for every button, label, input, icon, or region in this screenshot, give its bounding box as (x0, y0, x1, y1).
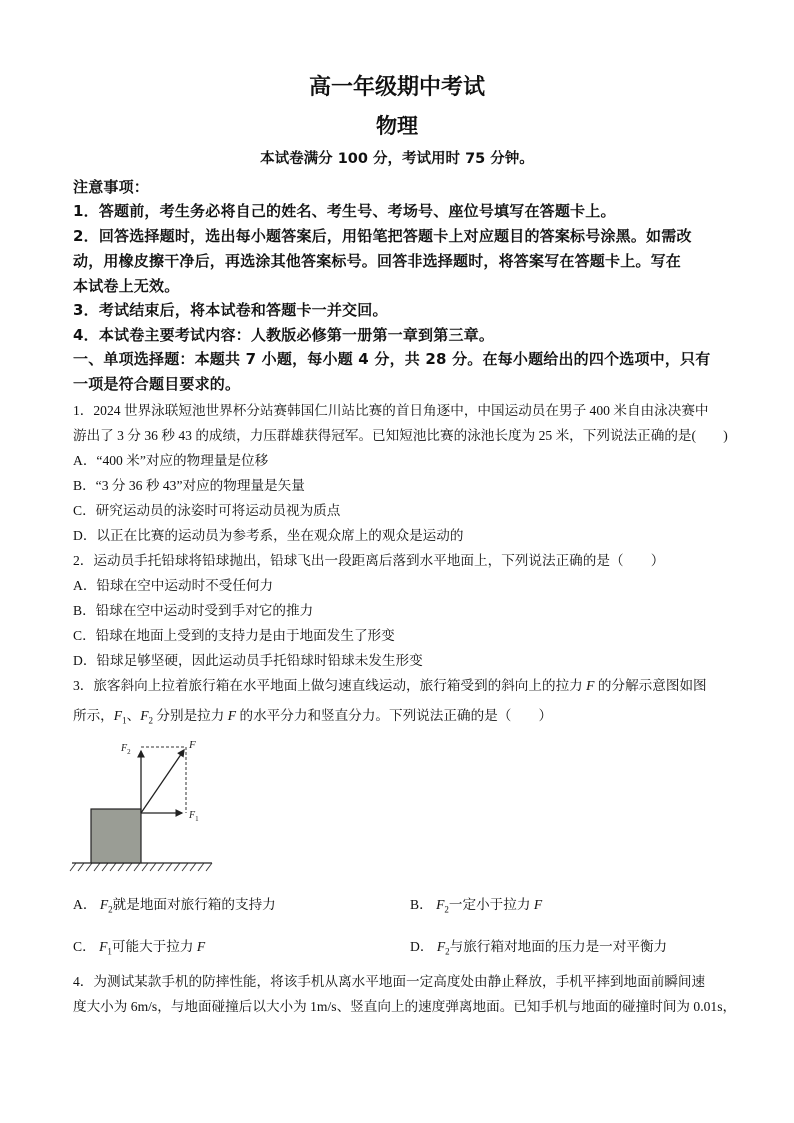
q1-option-b: B．“3 分 36 秒 43”对应的物理量是矢量 (73, 478, 305, 493)
notice-item-3: 3．考试结束后，将本试卷和答题卡一并交回。 (73, 301, 388, 319)
q3-option-a: A． $F_2$就是地面对旅行箱的支持力 (73, 897, 276, 915)
q3-stem-line-2: 所示，$F_1$、$F_2$ 分别是拉力 F 的水平分力和竖直分力。下列说法正确的是（ ） (73, 708, 553, 726)
force-decomposition-figure (68, 733, 218, 873)
section-heading-line-2: 一项是符合题目要求的。 (73, 375, 241, 393)
notice-item-4: 4．本试卷主要考试内容：人教版必修第一册第一章到第三章。 (73, 326, 495, 344)
q3-option-c: C． $F_1$可能大于拉力 F (73, 939, 206, 957)
q1-option-d: D．以正在比赛的运动员为参考系，坐在观众席上的观众是运动的 (73, 528, 464, 543)
q2-option-d: D．铅球足够坚硬，因此运动员手托铅球时铅球未发生形变 (73, 653, 423, 668)
label-f1: $F_1$ (189, 810, 199, 823)
q2-option-c: C．铅球在地面上受到的支持力是由于地面发生了形变 (73, 628, 395, 643)
subject-title: 物理 (376, 114, 418, 138)
q4-stem-line-1: 4．为测试某款手机的防摔性能，将该手机从离水平地面一定高度处由静止释放，手机平摔到地面前瞬间速 (73, 974, 706, 989)
f-arrow (141, 750, 184, 813)
q1-stem-line-2: 游出了 3 分 36 秒 43 的成绩，力压群雄获得冠军。已知短池比赛的泳池长度为 25 米，下列说法正确的是( ) (73, 428, 728, 443)
q2-stem: 2．运动员手托铅球将铅球抛出，铅球飞出一段距离后落到水平地面上，下列说法正确的是（ ） (73, 553, 665, 568)
force-diagram (68, 733, 218, 873)
suitcase-box (91, 809, 141, 863)
q3-option-b: B． $F_2$一定小于拉力 F (410, 897, 543, 915)
label-f2: $F_2$ (121, 743, 131, 756)
ground-hatching (70, 863, 212, 871)
q3-option-d: D． $F_2$与旅行箱对地面的压力是一对平衡力 (410, 939, 668, 957)
notice-item-2-line-3: 本试卷上无效。 (73, 277, 180, 295)
exam-title: 高一年级期中考试 (308, 75, 485, 100)
q2-option-b: B．铅球在空中运动时受到手对它的推力 (73, 603, 314, 618)
q1-option-c: C．研究运动员的泳姿时可将运动员视为质点 (73, 503, 341, 518)
q3-stem-line-1: 3．旅客斜向上拉着旅行箱在水平地面上做匀速直线运动，旅行箱受到的斜向上的拉力 F 的分解示意图如图 (73, 678, 707, 693)
notice-item-2-line-1: 2．回答选择题时，选出每小题答案后，用铅笔把答题卡上对应题目的答案标号涂黑。如需改 (73, 227, 692, 245)
q2-option-a: A．铅球在空中运动时不受任何力 (73, 578, 274, 593)
notice-item-1: 1．答题前，考生务必将自己的姓名、考生号、考场号、座位号填写在答题卡上。 (73, 202, 616, 220)
q4-stem-line-2: 度大小为 6m/s，与地面碰撞后以大小为 1m/s、竖直向上的速度弹离地面。已知手机与地面的碰撞时间为 0.01s， (73, 999, 737, 1014)
notice-item-2-line-2: 动，用橡皮擦干净后，再选涂其他答案标号。回答非选择题时，将答案写在答题卡上。写在 (73, 252, 682, 270)
q1-option-a: A．“400 米”对应的物理量是位移 (73, 453, 269, 468)
q1-stem-line-1: 1．2024 世界泳联短池世界杯分站赛韩国仁川站比赛的首日角逐中，中国运动员在男子 400 米自由泳决赛中 (73, 403, 709, 418)
section-heading-line-1: 一、单项选择题：本题共 7 小题，每小题 4 分，共 28 分。在每小题给出的四个选项中，只有 (73, 350, 711, 368)
notice-heading: 注意事项： (73, 178, 150, 196)
label-f: F (189, 739, 196, 751)
score-info: 本试卷满分 100 分，考试用时 75 分钟。 (260, 151, 534, 167)
